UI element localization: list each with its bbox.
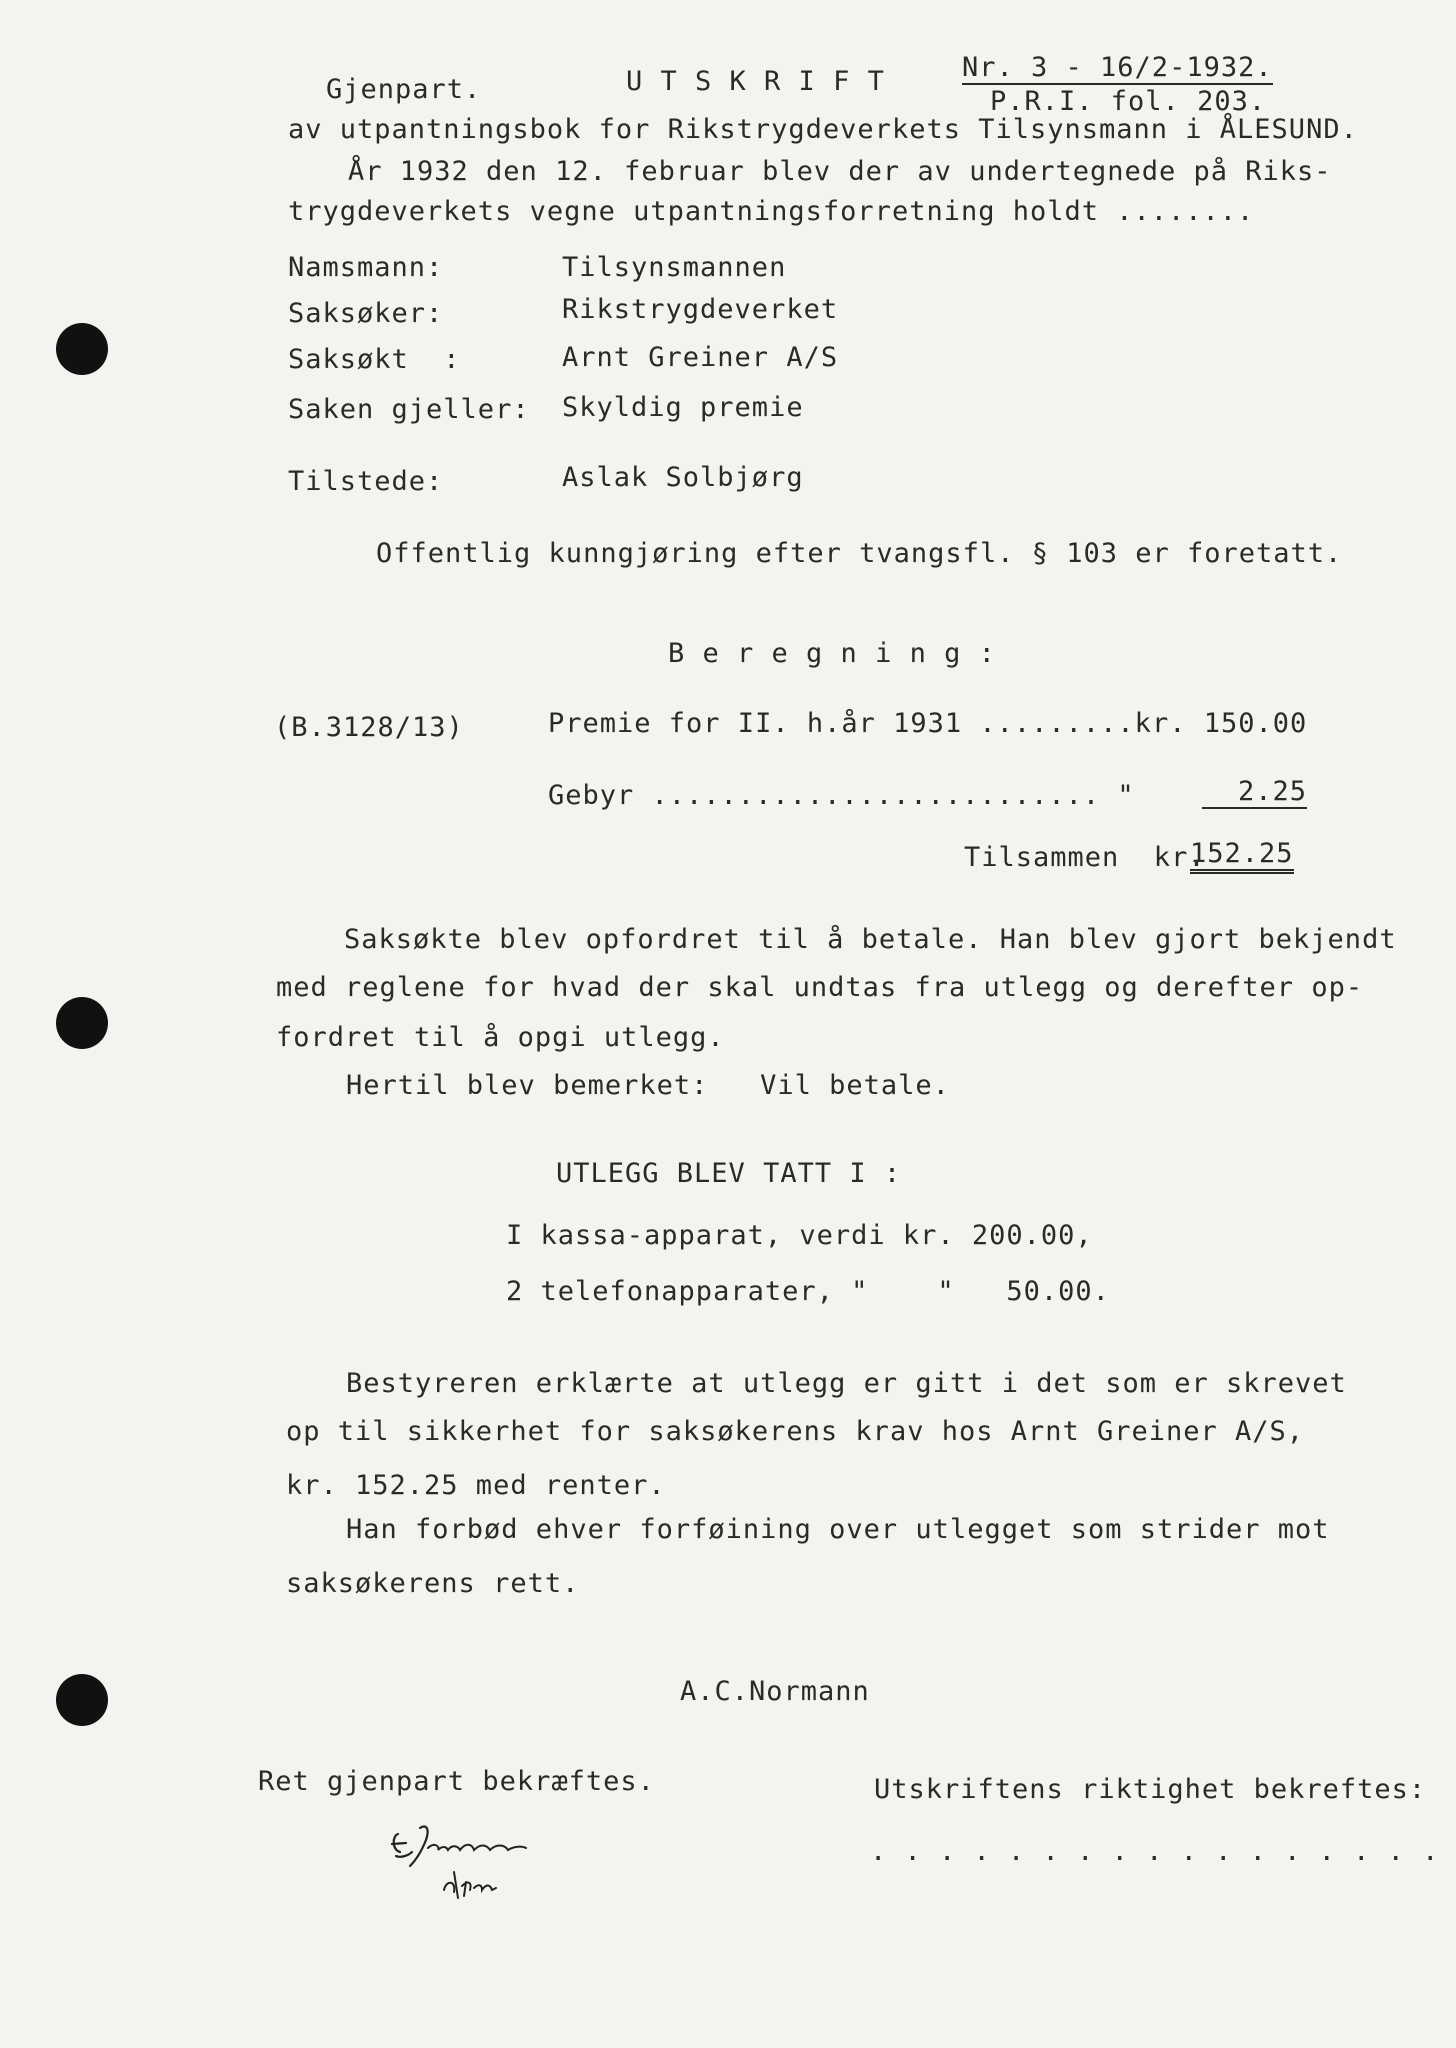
left-certification: Ret gjenpart bekræftes.	[258, 1766, 655, 1797]
handwritten-signature	[386, 1816, 576, 1906]
party-label: Saksøker:	[288, 298, 444, 329]
premium-line: Premie for II. h.år 1931 .........kr. 150.00	[548, 708, 1308, 739]
public-notice: Offentlig kunngjøring efter tvangsfl. § 103 er foretatt.	[376, 538, 1343, 569]
party-value: Aslak Solbjørg	[562, 462, 804, 493]
seized-item-1: I kassa-apparat, verdi kr. 200.00,	[506, 1220, 1093, 1251]
party-value: Arnt Greiner A/S	[562, 342, 839, 373]
right-certification: Utskriftens riktighet bekreftes:	[874, 1774, 1427, 1805]
document-title: U T S K R I F T	[626, 66, 885, 97]
paragraph-1-line-1: Saksøkte blev opfordret til å betale. Han blev gjort bekjendt	[344, 924, 1397, 955]
paragraph-2-line-3: kr. 152.25 med renter.	[286, 1470, 666, 1501]
paragraph-1-line-3: fordret til å opgi utlegg.	[276, 1022, 725, 1053]
party-value: Skyldig premie	[562, 392, 804, 423]
party-value: Rikstrygdeverket	[562, 294, 839, 325]
case-reference: (B.3128/13)	[274, 712, 464, 743]
signature-name: A.C.Normann	[680, 1676, 870, 1707]
remark-line: Hertil blev bemerket: Vil betale.	[346, 1070, 950, 1101]
paragraph-3-line-1: Han forbød ehver forføining over utlegget som strider mot	[346, 1514, 1330, 1545]
reference-number: Nr. 3 - 16/2-1932.	[962, 52, 1273, 83]
party-label: Tilstede:	[288, 466, 444, 497]
punch-hole-top	[56, 323, 108, 375]
party-label: Saken gjeller:	[288, 394, 530, 425]
party-label: Saksøkt :	[288, 344, 461, 375]
paragraph-1-line-2: med reglene for hvad der skal undtas fra utlegg og derefter op-	[276, 972, 1364, 1003]
seized-heading: UTLEGG BLEV TATT I :	[556, 1158, 902, 1189]
reference-folio: P.R.I. fol. 203.	[990, 86, 1267, 117]
intro-line-3: trygdeverkets vegne utpantningsforretning holdt ........	[288, 196, 1255, 227]
right-signature-dots: . . . . . . . . . . . . . . . . .	[870, 1836, 1440, 1867]
fee-line: Gebyr .......................... "	[548, 780, 1135, 811]
total-label: Tilsammen kr.	[964, 842, 1206, 873]
paragraph-2-line-2: op til sikkerhet for saksøkerens krav hos Arnt Greiner A/S,	[286, 1416, 1305, 1447]
party-label: Namsmann:	[288, 252, 444, 283]
copy-label: Gjenpart.	[326, 74, 482, 105]
fee-amount: 2.25	[1202, 778, 1307, 809]
intro-line-2: År 1932 den 12. februar blev der av undertegnede på Riks-	[348, 156, 1332, 187]
paragraph-3-line-2: saksøkerens rett.	[286, 1568, 580, 1599]
seized-item-2: 2 telefonapparater, " " 50.00.	[506, 1276, 1110, 1307]
intro-line-1: av utpantningsbok for Rikstrygdeverkets Tilsynsmann i ÅLESUND.	[288, 114, 1358, 145]
punch-hole-bottom	[56, 1674, 108, 1726]
punch-hole-middle	[56, 997, 108, 1049]
party-value: Tilsynsmannen	[562, 252, 787, 283]
paragraph-2-line-1: Bestyreren erklærte at utlegg er gitt i det som er skrevet	[346, 1368, 1347, 1399]
total-amount: 152.25	[1190, 840, 1294, 874]
calculation-heading: B e r e g n i n g :	[668, 638, 996, 669]
